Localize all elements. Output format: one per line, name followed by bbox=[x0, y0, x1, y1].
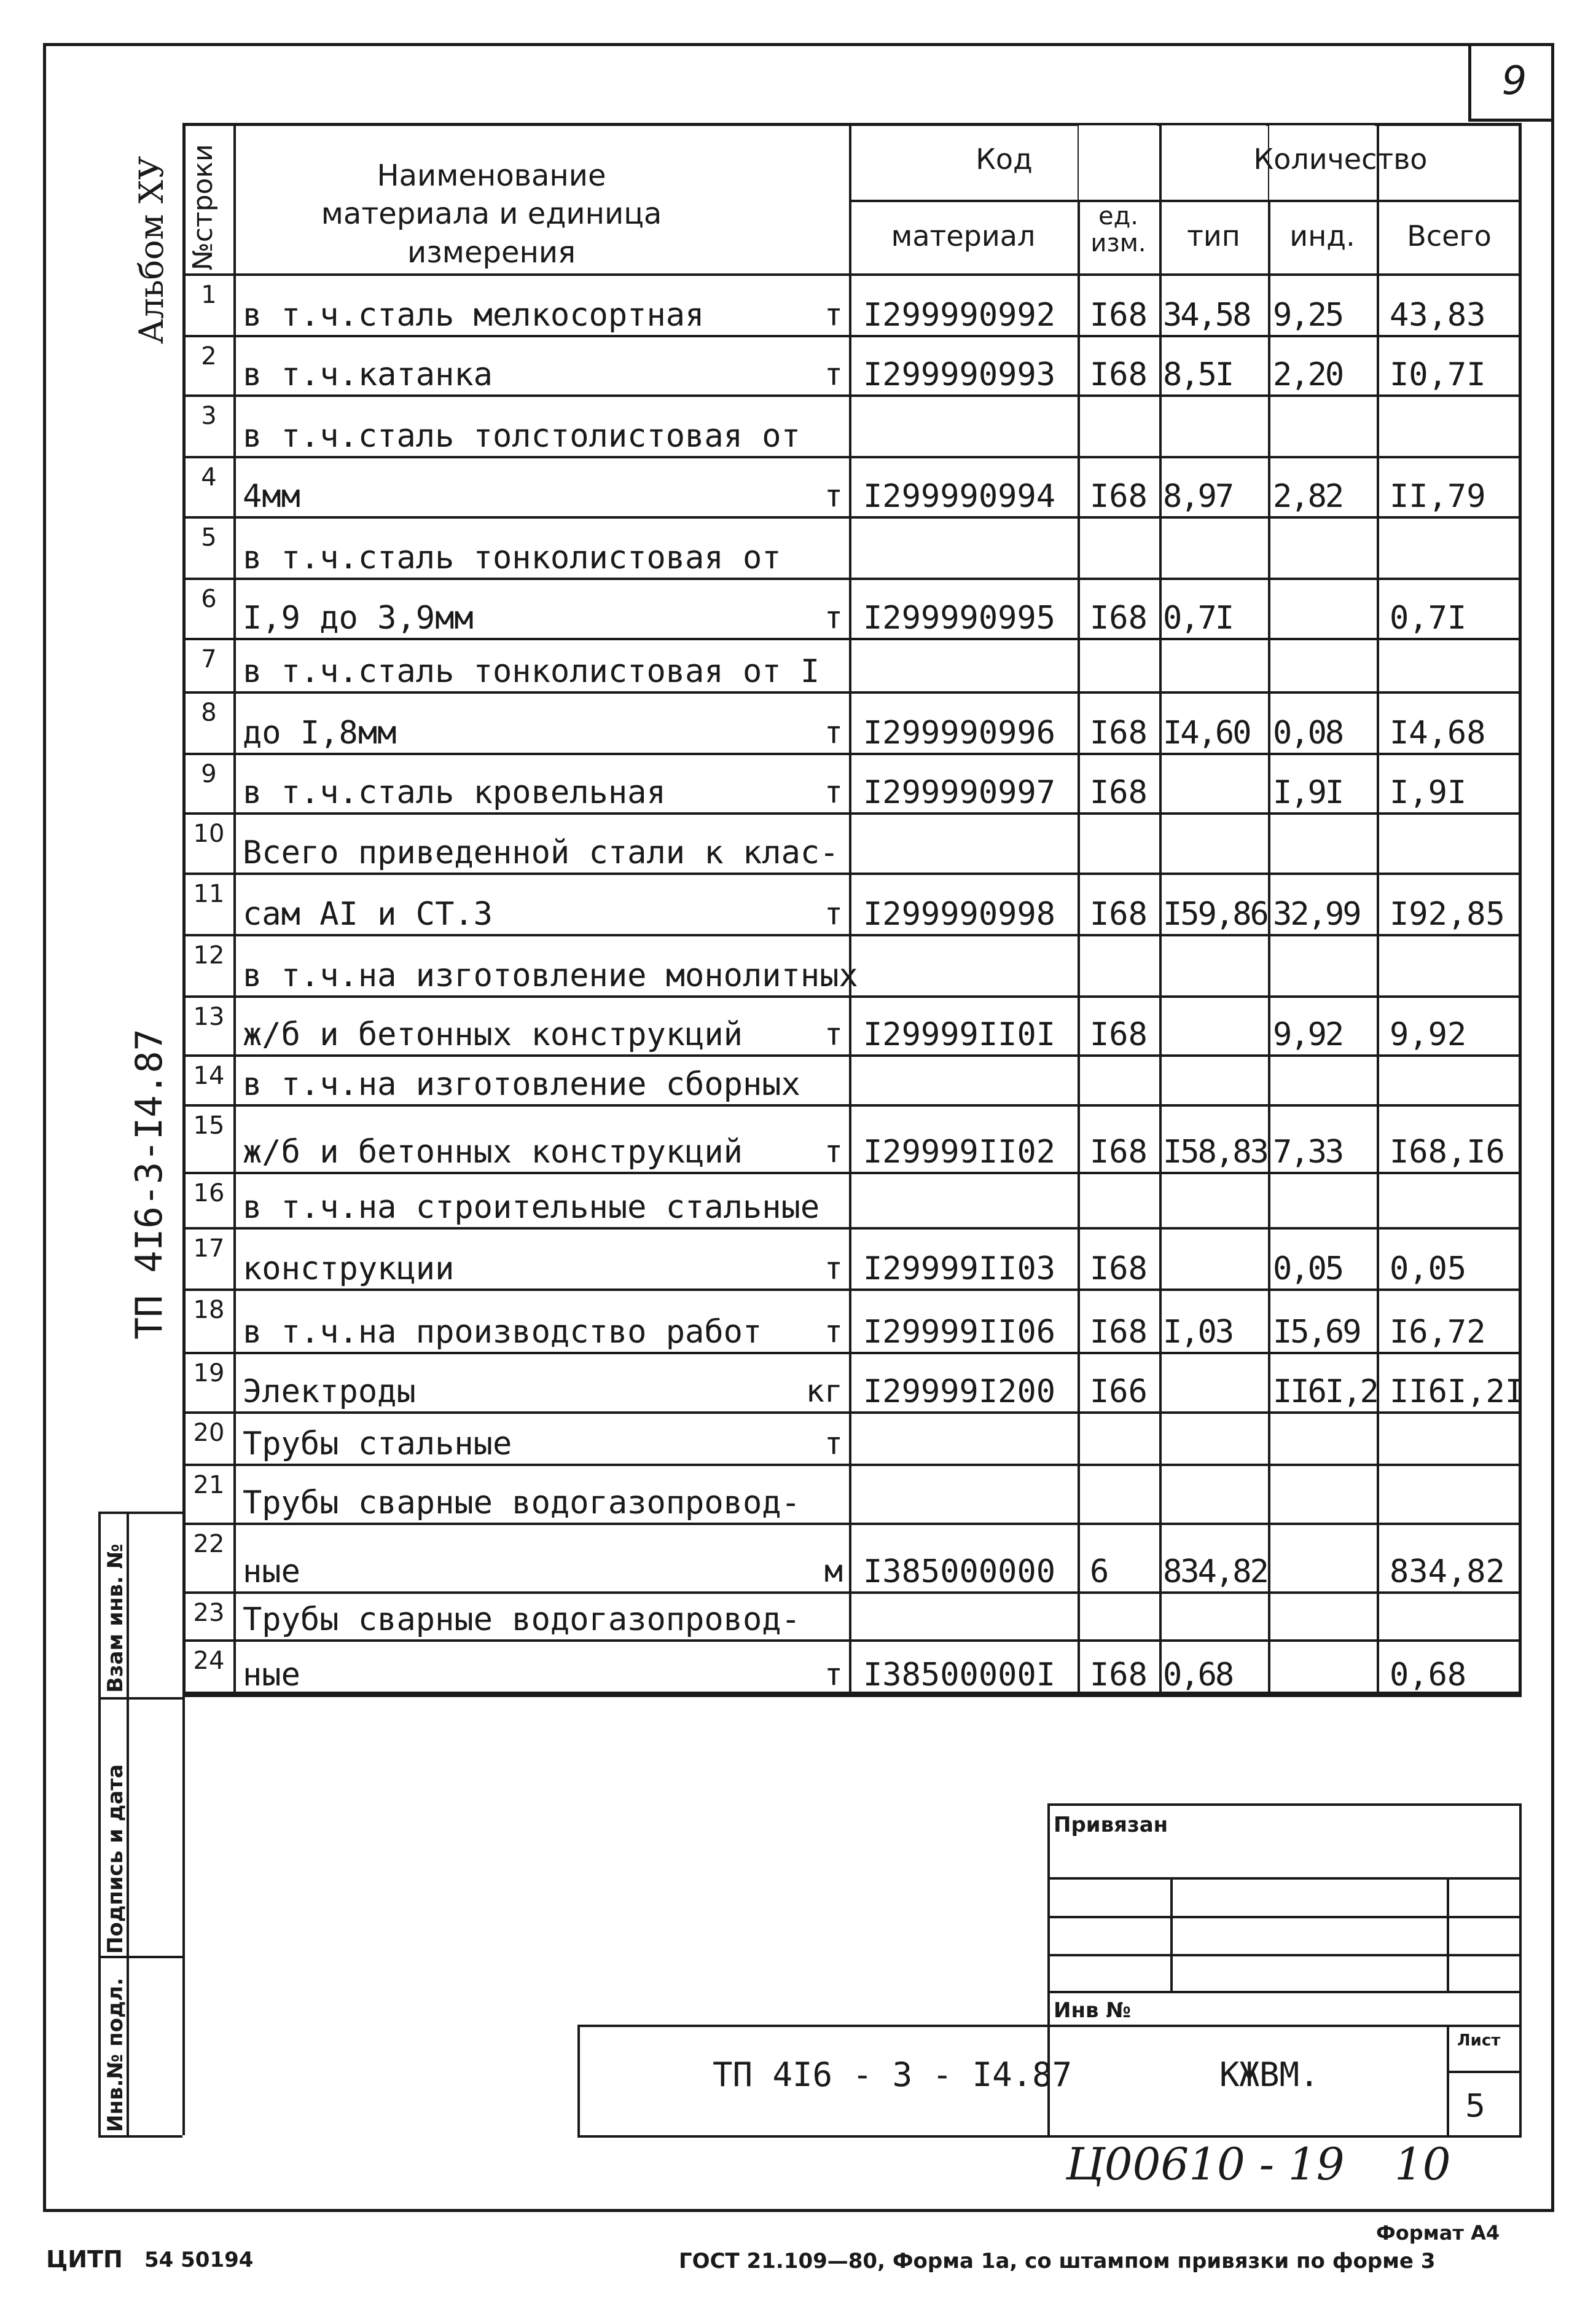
project-side-label: ТП 4I6-3-I4.87 bbox=[128, 1029, 171, 1339]
row-unit-code: I66 bbox=[1090, 1373, 1148, 1410]
stamp-line bbox=[1447, 2025, 1449, 2135]
row-code: I299990997 bbox=[863, 774, 1056, 811]
row-name: в т.ч.сталь толстолистовая от bbox=[243, 418, 800, 455]
row-unit-code: I68 bbox=[1090, 1314, 1148, 1351]
row-line bbox=[182, 1464, 1522, 1466]
row-name: до I,8мм bbox=[243, 715, 397, 751]
row-unit-code: I68 bbox=[1090, 1016, 1148, 1053]
row-ind: I,9I bbox=[1273, 774, 1343, 811]
row-number: 13 bbox=[193, 1003, 225, 1031]
row-line bbox=[182, 1695, 1522, 1697]
column-line bbox=[1159, 123, 1162, 1695]
row-line bbox=[182, 995, 1522, 998]
column-line bbox=[849, 123, 851, 1695]
column-line bbox=[233, 123, 236, 1695]
stamp-privyazan: Привязан bbox=[1054, 1813, 1168, 1837]
side-stamp-line bbox=[98, 1956, 182, 1958]
column-line bbox=[1377, 123, 1379, 1695]
row-ind: 9,92 bbox=[1273, 1016, 1343, 1053]
row-number: 24 bbox=[193, 1647, 225, 1675]
header-unit: ед. изм. bbox=[1090, 202, 1146, 257]
header-quantity: Количество bbox=[1253, 143, 1428, 176]
row-total: I68,I6 bbox=[1390, 1134, 1505, 1171]
row-line bbox=[182, 753, 1522, 755]
row-code: I29999II02 bbox=[863, 1134, 1056, 1171]
column-line bbox=[1078, 123, 1080, 1695]
row-total: 43,83 bbox=[1390, 297, 1486, 334]
row-name: сам AI и СТ.3 bbox=[243, 896, 493, 933]
row-unit-code: I68 bbox=[1090, 1657, 1148, 1693]
row-line bbox=[182, 516, 1522, 519]
header-ind: инд. bbox=[1289, 219, 1355, 253]
row-number: 4 bbox=[201, 463, 217, 492]
row-ind: 0,08 bbox=[1273, 715, 1343, 751]
row-line bbox=[182, 873, 1522, 875]
row-unit-letter: м bbox=[824, 1553, 843, 1589]
row-tip: I58,83 bbox=[1163, 1134, 1267, 1171]
header-type: тип bbox=[1187, 219, 1240, 253]
row-code: I299990992 bbox=[863, 297, 1056, 334]
stamp-line bbox=[577, 2025, 1522, 2027]
row-unit-code: I68 bbox=[1090, 1134, 1148, 1171]
row-unit-letter: т bbox=[824, 774, 843, 810]
row-unit-letter: т bbox=[824, 1657, 843, 1692]
row-unit-letter: т bbox=[824, 297, 843, 332]
row-number: 7 bbox=[201, 645, 217, 673]
row-name: в т.ч.на изготовление монолитных bbox=[243, 957, 858, 994]
row-tip: I59,86 bbox=[1163, 896, 1267, 933]
row-name: в т.ч.сталь тонколистовая от bbox=[243, 539, 781, 576]
row-line bbox=[182, 1054, 1522, 1057]
row-unit-letter: т bbox=[824, 478, 843, 514]
row-line bbox=[182, 638, 1522, 640]
row-number: 8 bbox=[201, 699, 217, 727]
row-line bbox=[182, 456, 1522, 458]
row-ind: I5,69 bbox=[1273, 1314, 1360, 1351]
row-line bbox=[182, 1639, 1522, 1642]
row-total: 9,92 bbox=[1390, 1016, 1467, 1053]
header-bottom-line bbox=[182, 273, 1522, 276]
row-code: I299990994 bbox=[863, 478, 1056, 515]
row-number: 11 bbox=[193, 880, 225, 908]
row-unit-code: I68 bbox=[1090, 715, 1148, 751]
row-total: I92,85 bbox=[1390, 896, 1505, 933]
row-line bbox=[182, 1227, 1522, 1230]
row-code: I29999II0I bbox=[863, 1016, 1056, 1053]
row-unit-code: I68 bbox=[1090, 896, 1148, 933]
row-name: I,9 до 3,9мм bbox=[243, 600, 474, 637]
row-name: Электроды bbox=[243, 1373, 416, 1410]
album-label: Альбом ХУ bbox=[132, 155, 171, 344]
row-tip: 834,82 bbox=[1163, 1553, 1267, 1590]
stamp-line bbox=[1170, 1877, 1173, 1991]
row-line bbox=[182, 1288, 1522, 1291]
row-name: Трубы сварные водогазопровод- bbox=[243, 1485, 800, 1521]
row-line bbox=[182, 335, 1522, 337]
row-number: 5 bbox=[201, 524, 217, 552]
row-line bbox=[182, 812, 1522, 815]
row-name: Трубы сварные водогазопровод- bbox=[243, 1601, 800, 1638]
row-unit-letter: т bbox=[824, 1314, 843, 1349]
row-code: I299990995 bbox=[863, 600, 1056, 637]
header-code: Код bbox=[976, 143, 1033, 176]
row-line bbox=[182, 934, 1522, 936]
row-code: I299990996 bbox=[863, 715, 1056, 751]
row-name: в т.ч.сталь мелкосортная bbox=[243, 297, 705, 334]
row-name: ные bbox=[243, 1657, 300, 1693]
row-line bbox=[182, 1411, 1522, 1414]
row-number: 12 bbox=[193, 941, 225, 970]
header-total: Всего bbox=[1407, 219, 1492, 253]
row-code: I299990998 bbox=[863, 896, 1056, 933]
row-number: 23 bbox=[193, 1599, 225, 1627]
row-unit-code: 6 bbox=[1090, 1553, 1109, 1590]
row-total: 0,05 bbox=[1390, 1250, 1467, 1287]
row-name: в т.ч.катанка bbox=[243, 356, 493, 393]
row-code: I385000000 bbox=[863, 1553, 1056, 1590]
side-stamp-line bbox=[98, 1512, 182, 1514]
row-ind: 32,99 bbox=[1273, 896, 1360, 933]
row-total: 0,7I bbox=[1390, 600, 1467, 637]
row-unit-letter: т bbox=[824, 600, 843, 635]
row-total: I0,7I bbox=[1390, 356, 1486, 393]
row-number: 16 bbox=[193, 1179, 225, 1207]
row-line bbox=[182, 1591, 1522, 1594]
row-unit-code: I68 bbox=[1090, 297, 1148, 334]
row-total: I4,68 bbox=[1390, 715, 1486, 751]
row-name: в т.ч.сталь кровельная bbox=[243, 774, 666, 811]
row-number: 19 bbox=[193, 1359, 225, 1387]
stamp-line bbox=[1047, 1877, 1522, 1880]
row-line bbox=[182, 1172, 1522, 1174]
footer-gost: ГОСТ 21.109—80, Форма 1а, со штампом привязки по форме 3 bbox=[679, 2249, 1436, 2273]
row-number: 9 bbox=[201, 760, 217, 788]
stamp-inv-no: Инв № bbox=[1054, 1998, 1132, 2023]
row-code: I38500000I bbox=[863, 1657, 1056, 1693]
row-tip: 8,97 bbox=[1163, 478, 1233, 515]
row-name: в т.ч.на изготовление сборных bbox=[243, 1066, 800, 1103]
stamp-line bbox=[1447, 2071, 1522, 2073]
row-unit-code: I68 bbox=[1090, 1250, 1148, 1287]
row-number: 10 bbox=[193, 820, 225, 848]
row-number: 14 bbox=[193, 1062, 225, 1090]
row-total: 834,82 bbox=[1390, 1553, 1505, 1590]
row-unit-letter: т bbox=[824, 1426, 843, 1461]
stamp-line bbox=[577, 2135, 1522, 2138]
row-unit-letter: т bbox=[824, 896, 843, 932]
side-stamp-line bbox=[98, 1697, 182, 1700]
row-number: 22 bbox=[193, 1530, 225, 1558]
row-name: в т.ч.сталь тонколистовая от I bbox=[243, 653, 820, 690]
side-stamp-line bbox=[98, 1512, 101, 2135]
stamp-line bbox=[1447, 1877, 1449, 1991]
row-total: II6I,2I bbox=[1390, 1373, 1525, 1410]
row-line bbox=[182, 1523, 1522, 1525]
row-name: Трубы стальные bbox=[243, 1426, 512, 1462]
side-stamp-line bbox=[182, 1512, 185, 2135]
row-number: 6 bbox=[201, 585, 217, 613]
row-unit-code: I68 bbox=[1090, 356, 1148, 393]
row-unit-code: I68 bbox=[1090, 600, 1148, 637]
stamp-line bbox=[1047, 1916, 1522, 1918]
row-unit-letter: т bbox=[824, 715, 843, 750]
stamp-list-label: Лист bbox=[1457, 2031, 1501, 2050]
stamp-code: ТП 4I6 - 3 - I4.87 bbox=[713, 2055, 1073, 2094]
row-number: 1 bbox=[201, 281, 217, 309]
row-tip: 34,58 bbox=[1163, 297, 1250, 334]
header-row-no: №строки bbox=[187, 144, 219, 270]
row-ind: II6I,2 bbox=[1273, 1373, 1377, 1410]
side-stamp-inv-podl: Инв.№ подл. bbox=[103, 1977, 128, 2132]
row-total: II,79 bbox=[1390, 478, 1486, 515]
row-line bbox=[182, 578, 1522, 580]
row-tip: 0,7I bbox=[1163, 600, 1233, 637]
row-unit-letter: т bbox=[824, 1016, 843, 1052]
row-ind: 2,82 bbox=[1273, 478, 1343, 515]
row-number: 15 bbox=[193, 1112, 225, 1140]
row-unit-code: I68 bbox=[1090, 478, 1148, 515]
row-name: ные bbox=[243, 1553, 300, 1590]
row-ind: 0,05 bbox=[1273, 1250, 1343, 1287]
row-line bbox=[182, 1352, 1522, 1354]
row-unit-letter: т bbox=[824, 356, 843, 392]
row-name: Всего приведенной стали к клас- bbox=[243, 834, 839, 871]
footer-format: Формат А4 bbox=[1376, 2221, 1500, 2245]
row-ind: 9,25 bbox=[1273, 297, 1343, 334]
stamp-list-no: 5 bbox=[1465, 2088, 1486, 2125]
row-unit-letter: т bbox=[824, 1134, 843, 1169]
row-name: в т.ч.на производство работ bbox=[243, 1314, 762, 1351]
row-unit-letter: т bbox=[824, 1250, 843, 1286]
row-number: 21 bbox=[193, 1471, 225, 1499]
side-stamp-vzam: Взам инв. № bbox=[103, 1543, 128, 1693]
row-total: 0,68 bbox=[1390, 1657, 1467, 1693]
row-number: 2 bbox=[201, 342, 217, 371]
row-tip: I,03 bbox=[1163, 1314, 1233, 1351]
stamp-line bbox=[1047, 1803, 1522, 1806]
row-ind: 7,33 bbox=[1273, 1134, 1343, 1171]
stamp-line bbox=[1047, 1954, 1522, 1956]
header-divider bbox=[849, 200, 1522, 202]
row-line bbox=[182, 394, 1522, 397]
header-name: Наименование материала и единица измерения bbox=[321, 159, 662, 270]
handwritten-note: Ц00610 - 19 bbox=[1066, 2138, 1345, 2190]
header-material: материал bbox=[891, 219, 1036, 253]
row-number: 3 bbox=[201, 402, 217, 430]
row-line bbox=[182, 1104, 1522, 1107]
row-name: ж/б и бетонных конструкций bbox=[243, 1134, 743, 1171]
row-code: I299990993 bbox=[863, 356, 1056, 393]
row-number: 20 bbox=[193, 1419, 225, 1447]
page-number: 9 bbox=[1501, 58, 1527, 104]
row-number: 17 bbox=[193, 1234, 225, 1263]
side-stamp-podpis: Подпись и дата bbox=[103, 1764, 128, 1954]
footer-citp: ЦИТП bbox=[46, 2246, 123, 2273]
stamp-kind: КЖВМ. bbox=[1219, 2055, 1320, 2094]
handwritten-num: 10 bbox=[1395, 2138, 1451, 2190]
row-name: в т.ч.на строительные стальные bbox=[243, 1189, 820, 1226]
row-unit-code: I68 bbox=[1090, 774, 1148, 811]
footer-left-num: 54 50194 bbox=[144, 2248, 254, 2272]
column-line bbox=[1268, 123, 1270, 1695]
side-stamp-line bbox=[98, 2135, 182, 2138]
stamp-line bbox=[1047, 1991, 1522, 1993]
row-total: I6,72 bbox=[1390, 1314, 1486, 1351]
row-tip: I4,60 bbox=[1163, 715, 1250, 751]
row-code: I29999I200 bbox=[863, 1373, 1056, 1410]
row-number: 18 bbox=[193, 1296, 225, 1324]
row-line bbox=[182, 691, 1522, 694]
stamp-line bbox=[1519, 1803, 1522, 2135]
stamp-line bbox=[577, 2025, 580, 2135]
row-ind: 2,20 bbox=[1273, 356, 1343, 393]
row-code: I29999II03 bbox=[863, 1250, 1056, 1287]
row-total: I,9I bbox=[1390, 774, 1467, 811]
row-tip: 0,68 bbox=[1163, 1657, 1233, 1693]
row-unit-letter: кг bbox=[805, 1373, 843, 1409]
row-name: конструкции bbox=[243, 1250, 455, 1287]
row-name: ж/б и бетонных конструкций bbox=[243, 1016, 743, 1053]
row-name: 4мм bbox=[243, 478, 300, 515]
row-code: I29999II06 bbox=[863, 1314, 1056, 1351]
row-tip: 8,5I bbox=[1163, 356, 1233, 393]
